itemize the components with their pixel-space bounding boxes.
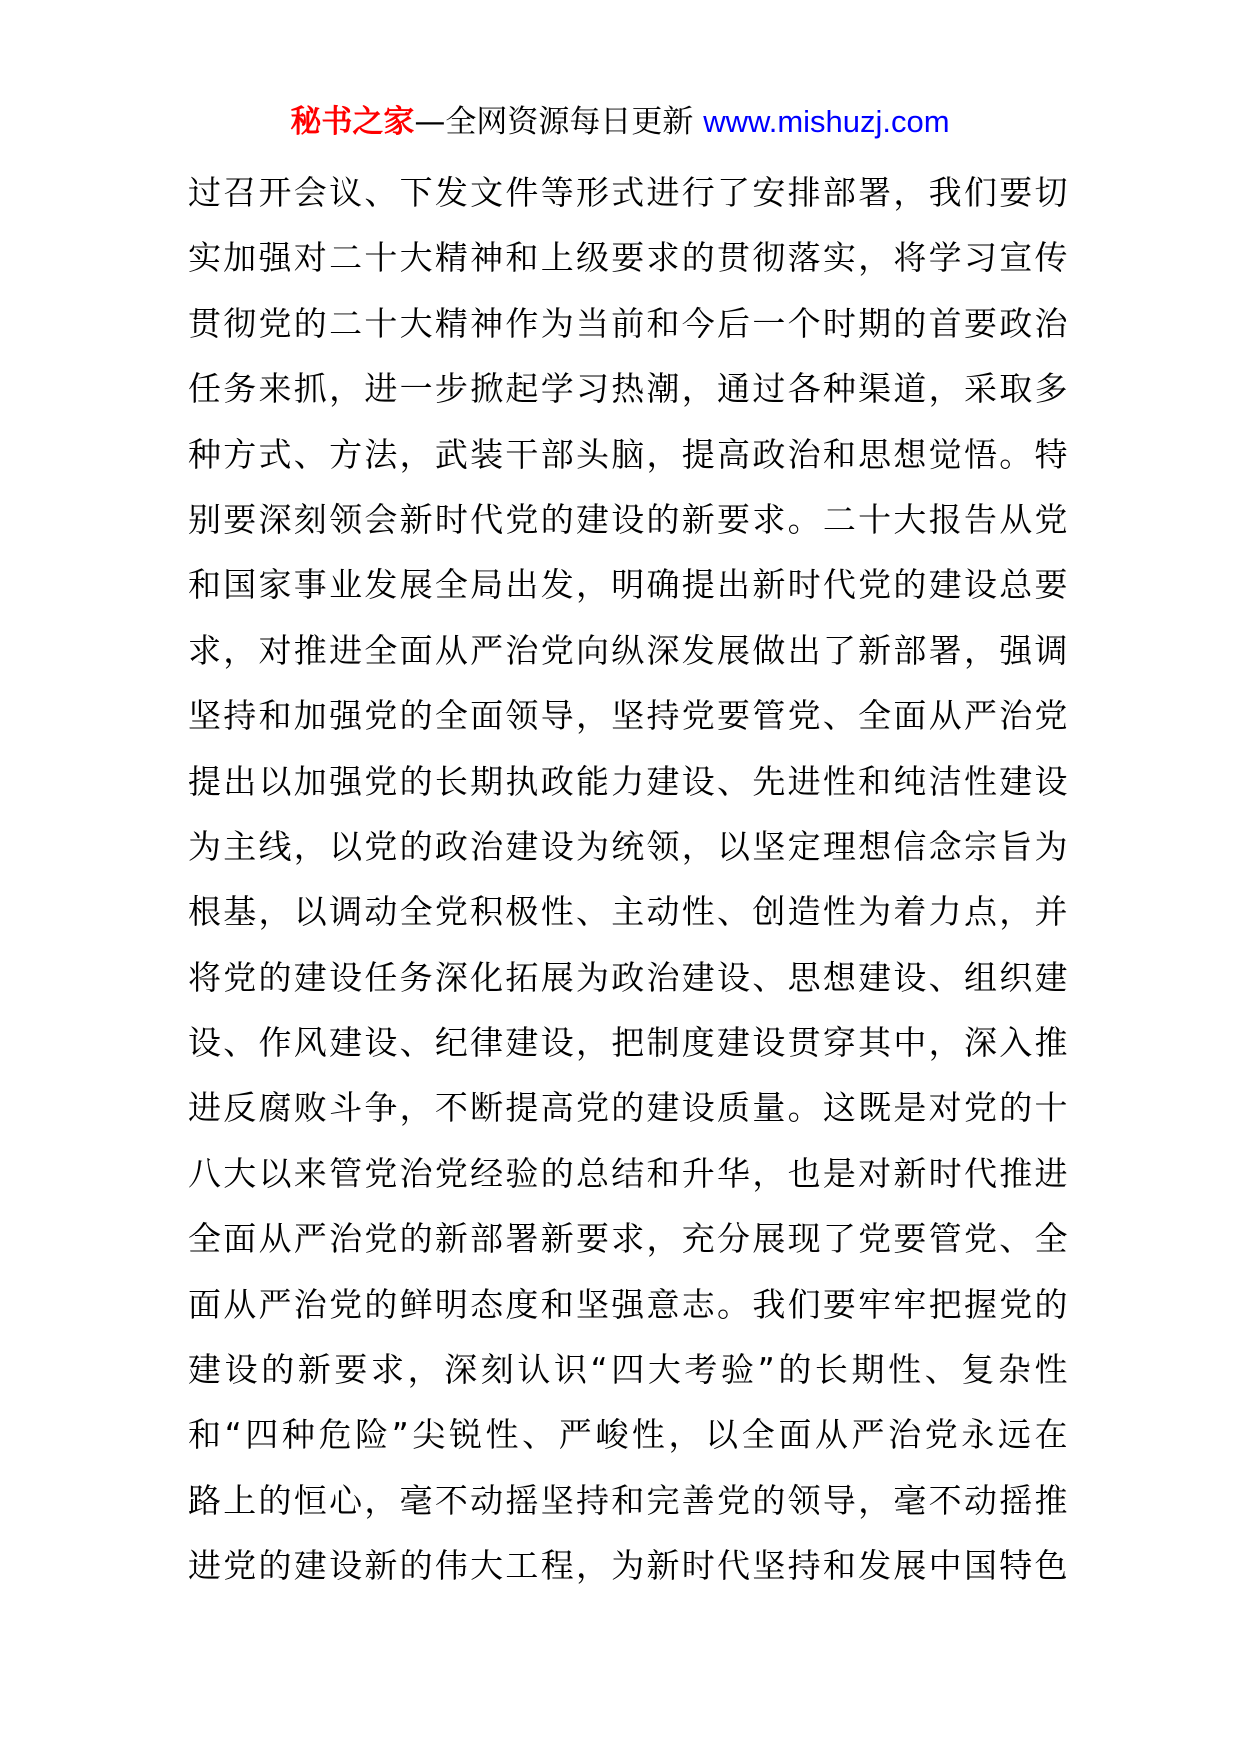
body-line: 过召开会议、下发文件等形式进行了安排部署，我们要切 <box>188 173 1068 212</box>
site-url-link[interactable]: www.mishuzj.com <box>703 104 950 139</box>
body-line: 和国家事业发展全局出发，明确提出新时代党的建设总要 <box>188 565 1068 605</box>
body-line: 任务来抓，进一步掀起学习热潮，通过各种渠道，采取多 <box>188 369 1068 409</box>
header-tagline: —全网资源每日更新 <box>414 104 694 140</box>
body-line: 和“四种危险”尖锐性、严峻性，以全面从严治党永远在 <box>188 1415 1068 1455</box>
body-line: 提出以加强党的长期执政能力建设、先进性和纯洁性建设 <box>188 761 1068 801</box>
body-line: 八大以来管党治党经验的总结和升华，也是对新时代推进 <box>188 1153 1068 1193</box>
body-line: 别要深刻领会新时代党的建设的新要求。二十大报告从党 <box>188 499 1068 539</box>
body-line: 实加强对二十大精神和上级要求的贯彻落实，将学习宣传 <box>188 238 1068 278</box>
body-line: 进反腐败斗争，不断提高党的建设质量。这既是对党的十 <box>188 1088 1068 1128</box>
body-line: 设、作风建设、纪律建设，把制度建设贯穿其中，深入推 <box>188 1023 1068 1063</box>
body-line: 进党的建设新的伟大工程，为新时代坚持和发展中国特色 <box>188 1546 1068 1586</box>
page-header <box>0 100 1240 144</box>
body-line: 将党的建设任务深化拓展为政治建设、思想建设、组织建 <box>188 957 1068 997</box>
brand-name: 秘书之家 <box>290 104 415 140</box>
body-line: 种方式、方法，武装干部头脑，提高政治和思想觉悟。特 <box>188 434 1068 474</box>
body-line: 建设的新要求，深刻认识“四大考验”的长期性、复杂性 <box>188 1350 1068 1390</box>
body-line: 面从严治党的鲜明态度和坚强意志。我们要牢牢把握党的 <box>188 1284 1068 1324</box>
body-line: 求，对推进全面从严治党向纵深发展做出了新部署，强调 <box>188 630 1068 670</box>
body-line: 贯彻党的二十大精神作为当前和今后一个时期的首要政治 <box>188 303 1068 343</box>
body-line: 根基，以调动全党积极性、主动性、创造性为着力点，并 <box>188 892 1068 932</box>
body-line: 坚持和加强党的全面领导，坚持党要管党、全面从严治党 <box>188 696 1068 736</box>
document-body <box>188 160 1068 1599</box>
body-line: 路上的恒心，毫不动摇坚持和完善党的领导，毫不动摇推 <box>188 1480 1068 1520</box>
body-line: 为主线，以党的政治建设为统领，以坚定理想信念宗旨为 <box>188 826 1068 866</box>
body-line: 全面从严治党的新部署新要求，充分展现了党要管党、全 <box>188 1219 1068 1259</box>
